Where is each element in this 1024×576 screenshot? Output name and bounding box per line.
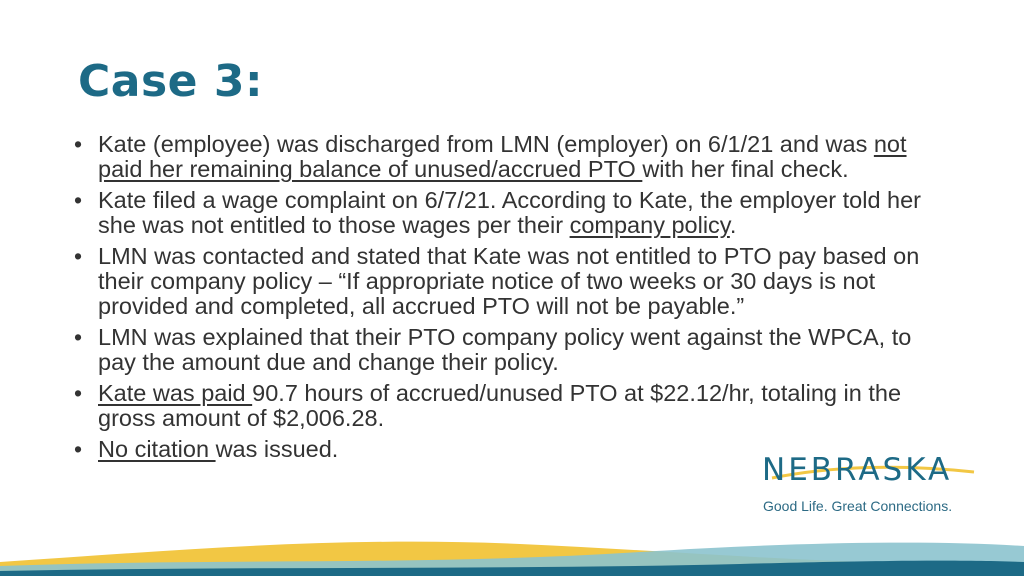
bullet-item: • LMN was contacted and stated that Kate was not entitled to PTO pay based on their company policy – “If appropriate notice of two weeks or 30 days is not provided and completed, all accrued PTO will not be payable.” — [74, 243, 920, 319]
bullet-item: • Kate was paid 90.7 hours of accrued/unused PTO at $22.12/hr, totaling in the gross amount of $2,006.28. — [74, 380, 902, 431]
bullet-dot: • — [74, 187, 83, 213]
bullet-item: • No citation was issued. — [74, 436, 339, 462]
bullet-item: • Kate (employee) was discharged from LMN (employer) on 6/1/21 and was not paid her remaining balance of unused/accrued PTO with her final check. — [74, 131, 907, 182]
bullet-dot: • — [74, 436, 83, 462]
bullet-dot: • — [74, 131, 83, 157]
bullet-dot: • — [74, 324, 83, 350]
slide-title: Case 3: — [78, 56, 264, 107]
bottom-wave-decoration — [0, 496, 1024, 576]
bullet-item: • Kate filed a wage complaint on 6/7/21. According to Kate, the employer told her she was not entitled to those wages per their company policy. — [74, 187, 922, 238]
bullet-item: • LMN was explained that their PTO company policy went against the WPCA, to pay the amount due and change their policy. — [74, 324, 912, 375]
logo-wordmark: NEBRASKA — [762, 452, 953, 488]
bullet-list — [70, 132, 950, 468]
bullet-dot: • — [74, 380, 83, 406]
logo-tagline: Good Life. Great Connections. — [763, 498, 953, 514]
bullet-dot: • — [74, 243, 83, 269]
